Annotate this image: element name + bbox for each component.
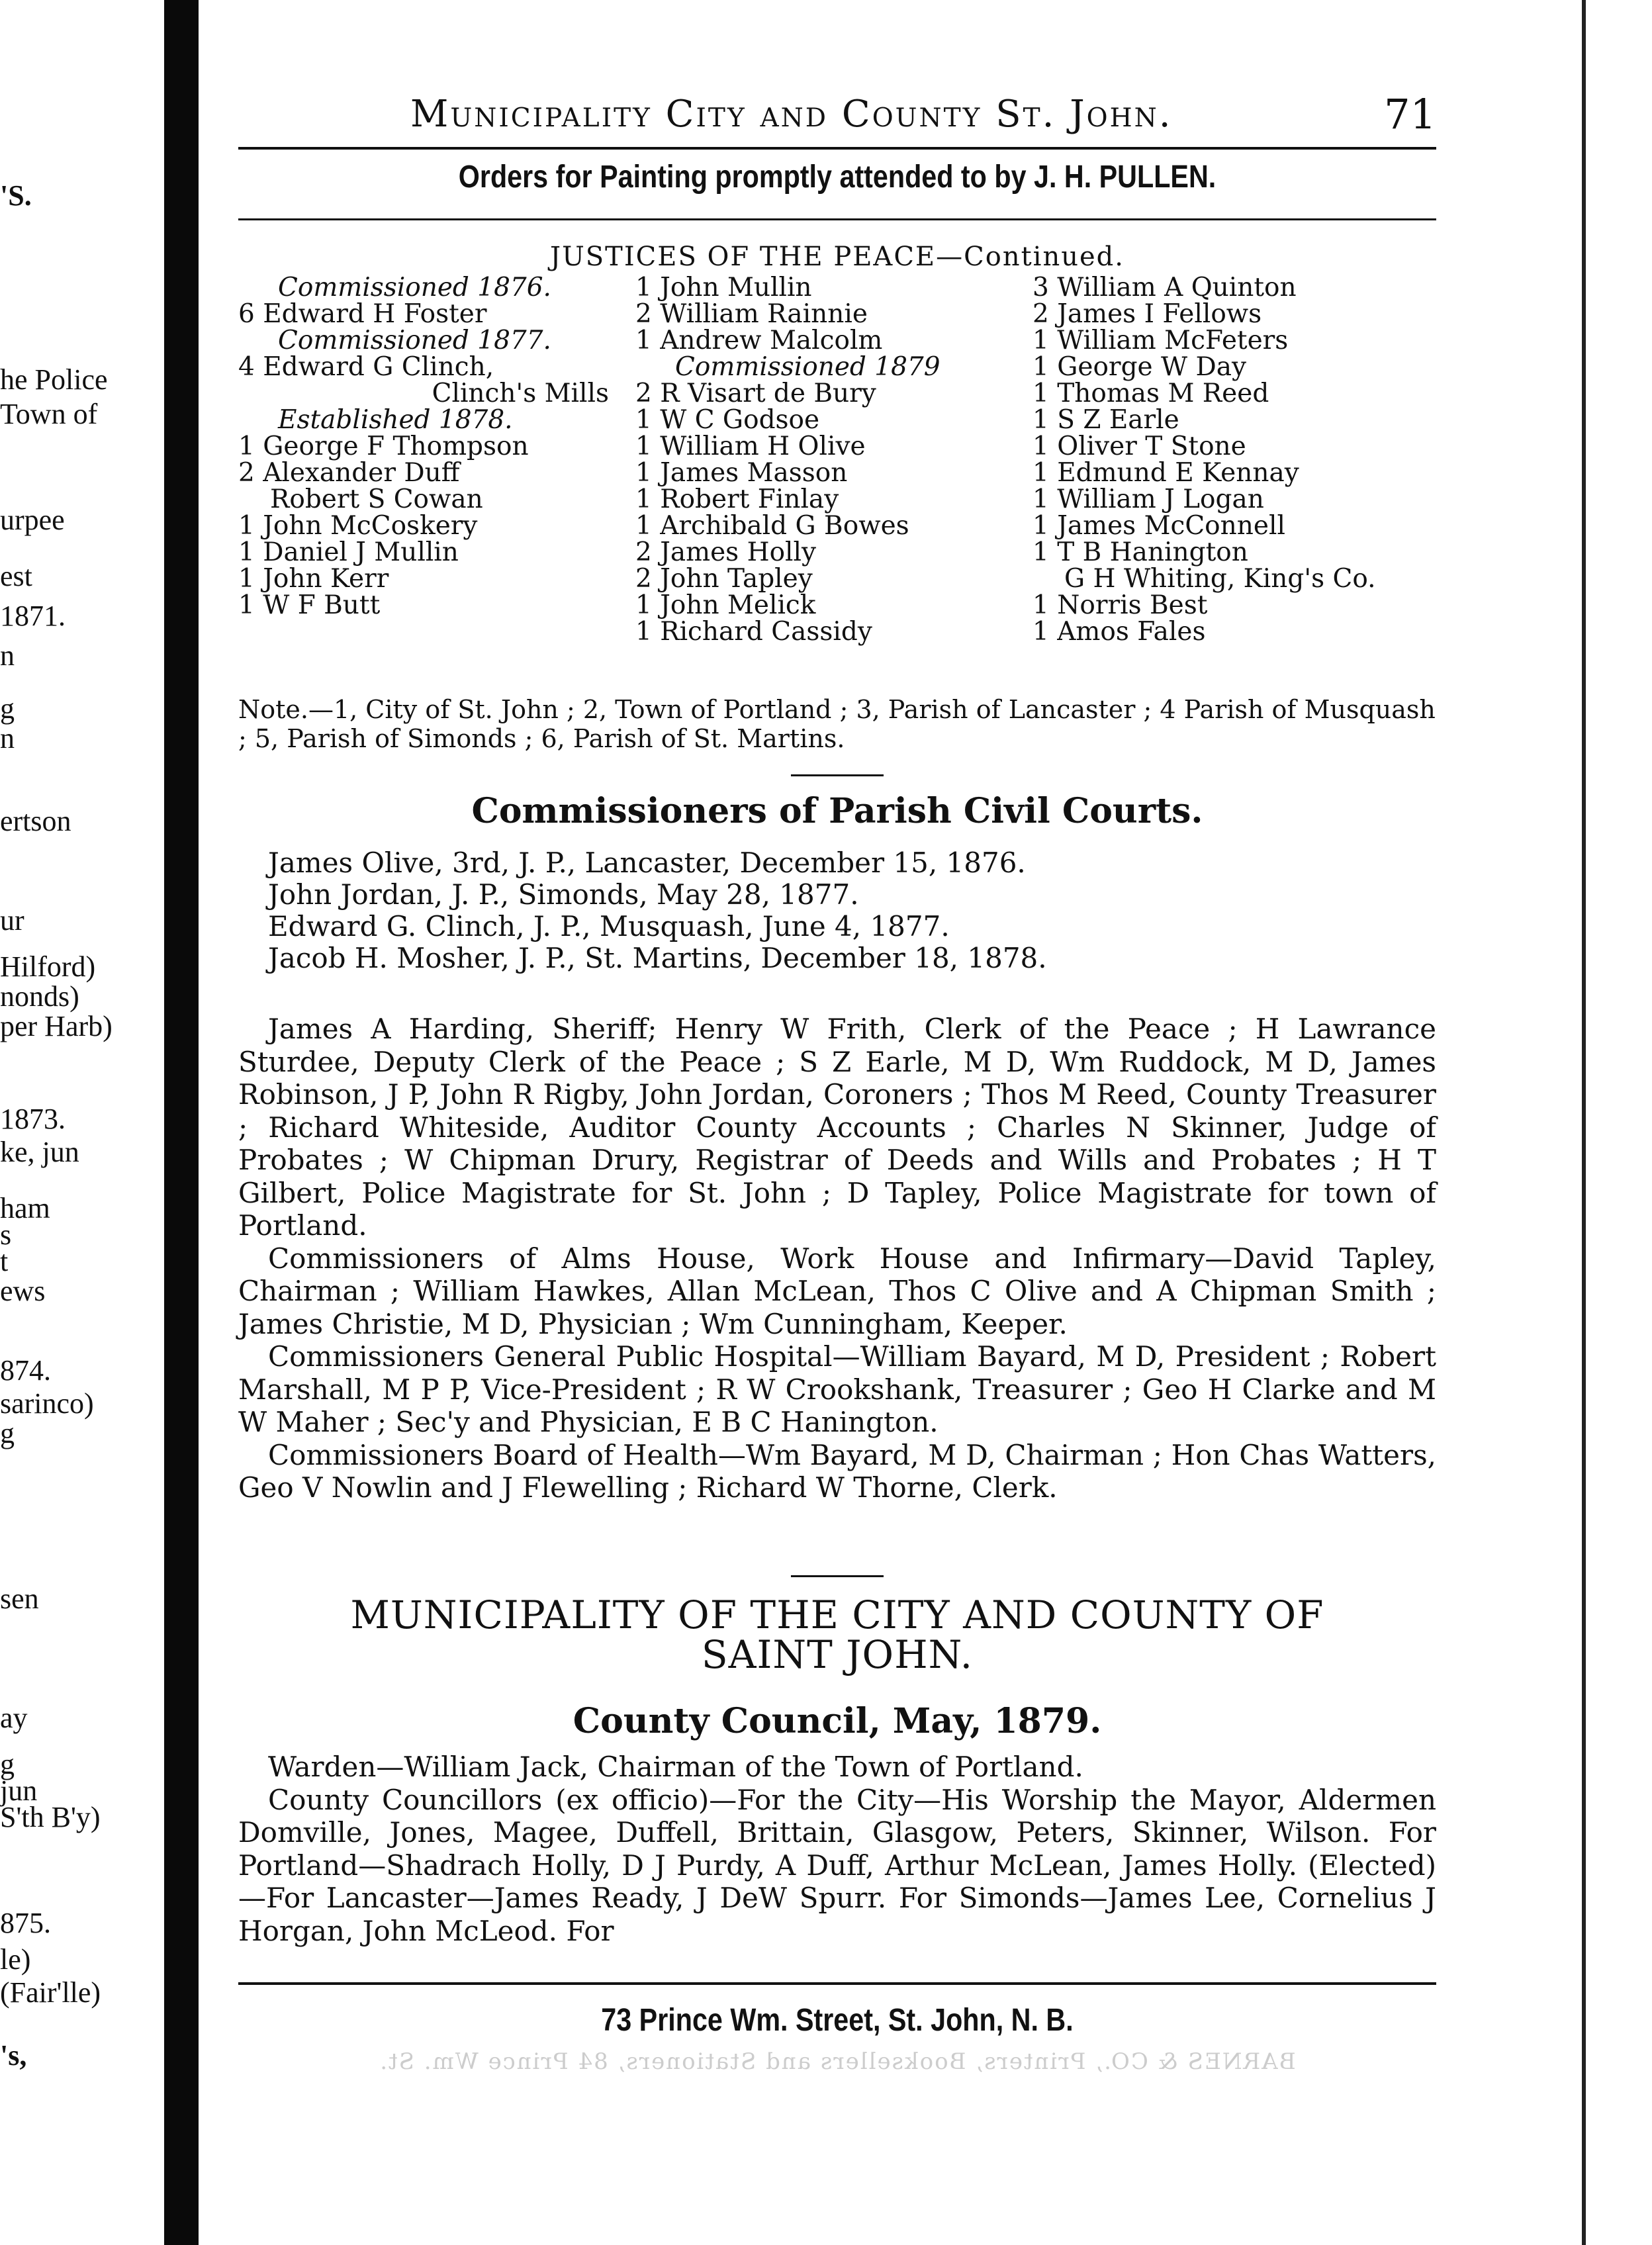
justice-entry: 2 James Holly [635,537,817,567]
left-page-fragment: ertson [0,805,71,837]
left-page-fragment: n [0,722,15,755]
footer-rule [238,1982,1436,1985]
justice-entry: 1 Thomas M Reed [1032,379,1269,408]
left-page-fragment: ews [0,1275,46,1307]
commission-year-heading: Commissioned 1879 [675,352,941,382]
warden-paragraph: Warden—William Jack, Chairman of the Town of Portland. [268,1751,1083,1783]
commission-year-heading: Established 1878. [278,405,513,435]
municipality-heading-line: MUNICIPALITY OF THE CITY AND COUNTY OF [350,1592,1324,1637]
bleed-through-text: BARNES & CO., Printers, Booksellers and Stationers, 84 Prince Wm. St. [379,2048,1296,2075]
courts-heading: Commissioners of Parish Civil Courts. [471,791,1203,831]
left-page-fragment: 1871. [0,600,66,632]
municipality-heading-line: SAINT JOHN. [701,1632,974,1677]
left-page-fragment: Hilford) [0,950,96,983]
left-page-fragment: urpee [0,504,65,536]
justices-column-1 [238,275,609,619]
right-page-edge [1582,0,1652,2245]
justice-entry: 3 William A Quinton [1032,273,1297,302]
bottom-advertisement: 73 Prince Wm. Street, St. John, N. B. [601,2003,1074,2038]
hospital-paragraph: Commissioners General Public Hospital—William Bayard, M D, President ; Robert Marshall, M P P, Vice-President ; R W Crookshank, Treasurer ; Geo H Clarke and M W Maher ; Sec'y and Physician, E B C Hanington. [238,1340,1436,1438]
justice-entry: 1 George W Day [1032,352,1247,382]
left-page-fragment: nonds) [0,980,79,1013]
book-gutter [164,0,199,2245]
justices-column-2 [635,275,1006,645]
justice-entry: 4 Edward G Clinch, [238,352,494,382]
left-page-fragment: sarinco) [0,1387,94,1420]
commission-year-heading: Commissioned 1877. [278,326,551,355]
justice-entry: 1 W F Butt [238,590,381,620]
officers-paragraph: James A Harding, Sheriff; Henry W Frith, Clerk of the Peace ; H Lawrance Sturdee, Deputy Clerk of the Peace ; S Z Earle, M D, Wm Ruddock, M D, James Robinson, J P, John R Rigby, John Jordan, Coroners ; Thos M Reed, County Treasurer ; Richard Whiteside, Auditor County Accounts ; Charles N Skinner, Judge of Probates ; W Chipman Drury, Registrar of Deeds and Wills and Probates ; H T Gilbert, Police Magistrate for St. John ; D Tapley, Police Magistrate for town of Portland. [238,1013,1436,1242]
section-divider [791,1575,884,1577]
municipality-heading [238,1592,1436,1677]
parish-note: Note.—1, City of St. John ; 2, Town of Portland ; 3, Parish of Lancaster ; 4 Parish of Musquash ; 5, Parish of Simonds ; 6, Parish of St. Martins. [238,695,1436,753]
justices-column-3 [1032,275,1443,645]
justice-entry: 1 William McFeters [1032,326,1289,355]
courts-list [268,847,1047,974]
justice-entry: 2 John Tapley [635,564,813,594]
header-rule [238,147,1436,150]
left-page-fragment: per Harb) [0,1010,113,1042]
county-officers [238,1013,1436,1504]
left-page-fragment: Town of [0,398,98,430]
court-entry: Edward G. Clinch, J. P., Musquash, June 4, 1877. [268,910,950,942]
running-title: Municipality City and County St. John. [410,93,1173,136]
justice-entry: 1 Robert Finlay [635,484,839,514]
justice-entry: 1 John Mullin [635,273,812,302]
justice-entry: 2 R Visart de Bury [635,379,876,408]
left-page-fragment: sen [0,1582,39,1615]
top-advertisement: Orders for Painting promptly attended to by J. H. PULLEN. [458,160,1216,195]
running-head [238,86,1436,139]
justice-entry: 6 Edward H Foster [238,299,487,329]
justices-heading: JUSTICES OF THE PEACE—Continued. [550,242,1124,272]
councillors-paragraph: County Councillors (ex officio)—For the City—His Worship the Mayor, Aldermen Domville, Jones, Magee, Duffell, Brittain, Glasgow, Peters, Skinner, Wilson. For Portland—Shadrach Holly, D J Purdy, A Duff, Arthur McLean, James Holly. (Elected)—For Lancaster—James Ready, J DeW Spurr. For Simonds—James Lee, Cornelius J Horgan, John McLeod. For [238,1783,1436,1947]
council-heading: County Council, May, 1879. [573,1701,1102,1741]
left-page-fragment: g [0,1748,15,1780]
justice-entry: 1 Archibald G Bowes [635,511,909,541]
justice-entry: 2 James I Fellows [1032,299,1262,329]
left-page-fragment: 875. [0,1907,51,1939]
court-entry: Jacob H. Mosher, J. P., St. Martins, December 18, 1878. [268,942,1047,974]
justice-entry: 2 William Rainnie [635,299,868,329]
left-page-fragment: g [0,692,15,725]
justice-entry: 1 James Masson [635,458,848,488]
ad-rule [238,218,1436,220]
justice-entry: 1 John McCoskery [238,511,478,541]
justice-entry: 1 Richard Cassidy [635,617,872,647]
page-number: 71 [1384,90,1436,138]
justice-entry: 1 John Kerr [238,564,389,594]
left-page-fragment: 's, [0,2039,27,2072]
justice-entry: 1 James McConnell [1032,511,1285,541]
justice-entry: 1 John Melick [635,590,816,620]
left-page-fragment: n [0,639,15,672]
justice-entry: 1 George F Thompson [238,432,529,461]
justice-entry: 1 T B Hanington [1032,537,1248,567]
justice-entry: 1 S Z Earle [1032,405,1179,435]
left-page-fragment: t [0,1245,9,1277]
council-text [238,1751,1436,1947]
commission-year-heading: Commissioned 1876. [278,273,551,302]
justice-entry: 1 Norris Best [1032,590,1208,620]
left-page-fragment: ay [0,1702,28,1734]
left-page-fragment: 1873. [0,1103,66,1135]
section-divider [791,774,884,776]
left-page-fragment: jun [0,1774,38,1807]
left-page-fragment: ham [0,1192,50,1224]
left-page-fragment: ur [0,904,24,937]
left-page-fragment: 'S. [0,179,32,212]
justice-entry: 1 William H Olive [635,432,866,461]
left-page-fragment: est [0,560,32,592]
justice-entry: 1 Andrew Malcolm [635,326,883,355]
justice-entry: 1 Amos Fales [1032,617,1206,647]
left-page-fragment: le) [0,1943,31,1976]
board-of-health-paragraph: Commissioners Board of Health—Wm Bayard, M D, Chairman ; Hon Chas Watters, Geo V Nowlin and J Flewelling ; Richard W Thorne, Clerk. [238,1438,1436,1504]
left-page-fragment: he Police [0,363,108,396]
justice-entry: 1 Edmund E Kennay [1032,458,1299,488]
left-page-fragment: ke, jun [0,1136,79,1168]
left-page-fragment: S'th B'y) [0,1801,101,1833]
justice-entry: Clinch's Mills [432,379,609,408]
court-entry: John Jordan, J. P., Simonds, May 28, 1877. [268,878,859,911]
justice-entry: 1 Oliver T Stone [1032,432,1246,461]
alms-house-paragraph: Commissioners of Alms House, Work House and Infirmary—David Tapley, Chairman ; William Hawkes, Allan McLean, Thos C Olive and A Chipman Smith ; James Christie, M D, Physician ; Wm Cunningham, Keeper. [238,1242,1436,1340]
justice-entry: 2 Alexander Duff [238,458,460,488]
left-page-fragment: s [0,1218,12,1251]
left-page-fragment: 874. [0,1354,51,1387]
justice-entry: G H Whiting, King's Co. [1064,564,1376,594]
left-page-fragment: (Fair'lle) [0,1976,101,2009]
justice-entry: Robert S Cowan [270,484,483,514]
justice-entry: 1 Daniel J Mullin [238,537,459,567]
justice-entry: 1 William J Logan [1032,484,1264,514]
justice-entry: 1 W C Godsoe [635,405,820,435]
court-entry: James Olive, 3rd, J. P., Lancaster, December 15, 1876. [268,847,1026,879]
left-page-fragment: g [0,1417,15,1449]
